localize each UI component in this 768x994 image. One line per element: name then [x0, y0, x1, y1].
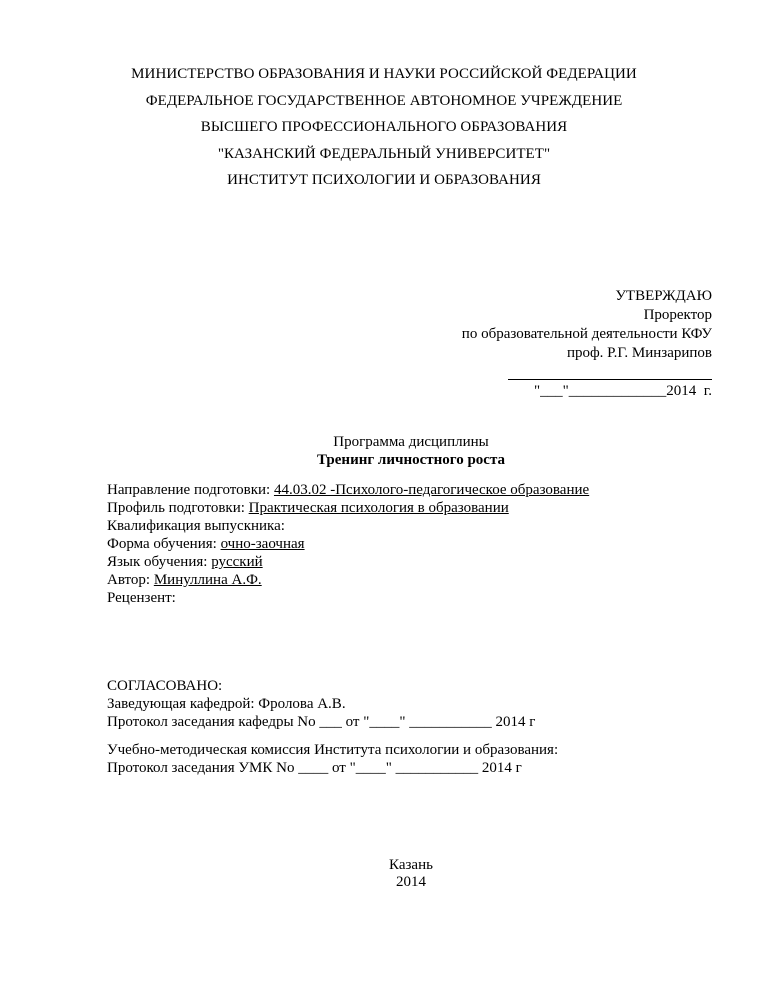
language-value: русский [211, 554, 263, 570]
umk-block [107, 741, 727, 777]
form-label: Форма обучения: [107, 536, 221, 552]
direction-row [107, 481, 727, 499]
program-heading [0, 433, 768, 469]
program-title: Тренинг личностного роста [317, 452, 505, 468]
language-label: Язык обучения: [107, 554, 212, 570]
author-label: Автор: [107, 572, 154, 588]
department-protocol: Протокол заседания кафедры No ___ от "____" ___________ 2014 г [107, 714, 536, 730]
umk-protocol: Протокол заседания УМК No ____ от "____" ___________ 2014 г [107, 760, 522, 776]
agreed-block [107, 677, 727, 731]
header-line-institute: ИНСТИТУТ ПСИХОЛОГИИ И ОБРАЗОВАНИЯ [227, 172, 541, 188]
header-line-ministry: МИНИСТЕРСТВО ОБРАЗОВАНИЯ И НАУКИ РОССИЙСКОЙ ФЕДЕРАЦИИ [131, 66, 637, 82]
qualification-row: Квалификация выпускника: [107, 518, 285, 534]
approval-block [372, 287, 712, 401]
direction-label: Направление подготовки: [107, 482, 274, 498]
signature-line [508, 367, 712, 380]
direction-value: 44.03.02 -Психолого-педагогическое образование [273, 482, 590, 498]
approval-title: УТВЕРЖДАЮ [615, 288, 712, 304]
profile-row [107, 499, 727, 517]
reviewer-row: Рецензент: [107, 590, 176, 606]
approval-name: проф. Р.Г. Минзарипов [566, 345, 712, 361]
agreed-title: СОГЛАСОВАНО: [107, 678, 223, 694]
program-label: Программа дисциплины [333, 434, 489, 450]
approval-position: Проректор [643, 307, 712, 323]
form-value: очно-заочная [220, 536, 305, 552]
author-row [107, 571, 727, 589]
footer-city: Казань [389, 857, 433, 873]
header-line-university: "КАЗАНСКИЙ ФЕДЕРАЛЬНЫЙ УНИВЕРСИТЕТ" [217, 145, 551, 162]
program-info [107, 481, 727, 607]
header-line-education-level: ВЫСШЕГО ПРОФЕССИОНАЛЬНОГО ОБРАЗОВАНИЯ [200, 119, 568, 135]
header-line-institution-type: ФЕДЕРАЛЬНОЕ ГОСУДАРСТВЕННОЕ АВТОНОМНОЕ УЧРЕЖДЕНИЕ [145, 92, 623, 109]
footer-year: 2014 [396, 874, 426, 890]
approval-date: "___"_____________2014 г. [534, 383, 712, 399]
umk-commission: Учебно-методическая комиссия Института психологии и образования: [107, 742, 559, 758]
footer [0, 857, 768, 891]
profile-value: Практическая психология в образовании [248, 500, 509, 516]
approval-department: по образовательной деятельности КФУ [461, 326, 712, 342]
department-head: Заведующая кафедрой: Фролова А.В. [107, 696, 346, 712]
profile-label: Профиль подготовки: [107, 500, 249, 516]
form-row [107, 535, 727, 553]
language-row [107, 553, 727, 571]
ministry-header [0, 64, 768, 197]
author-value: Минуллина А.Ф. [153, 572, 262, 588]
